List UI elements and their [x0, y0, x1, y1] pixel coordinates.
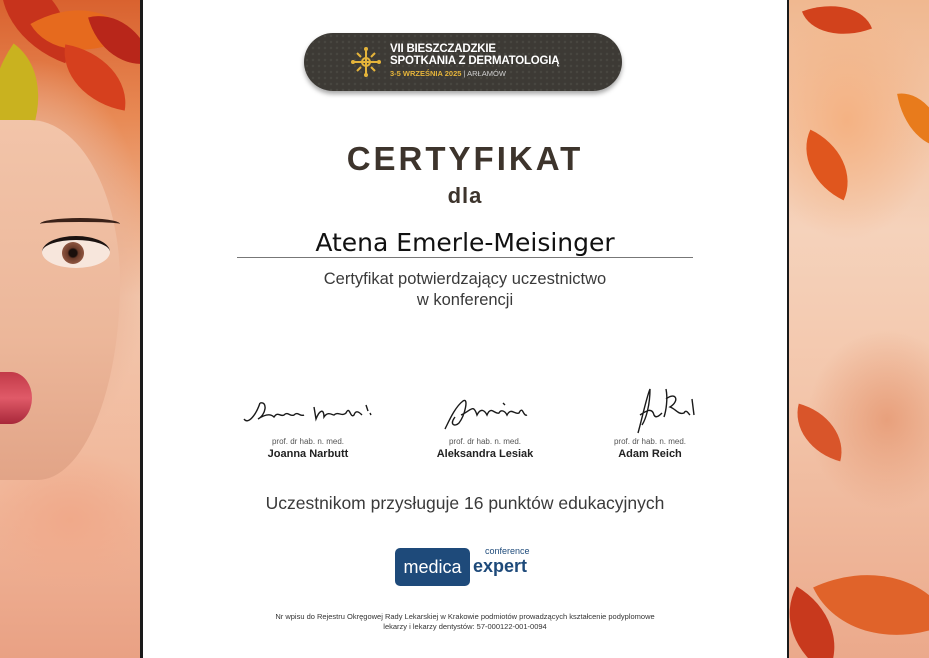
event-title-line1: VII BIESZCZADZKIE	[390, 43, 496, 55]
signatory-name: Joanna Narbutt	[267, 448, 349, 460]
event-dates: 3-5 WRZEŚNIA 2025	[390, 69, 462, 78]
signatory-name: Adam Reich	[618, 448, 682, 460]
name-underline	[237, 257, 693, 258]
event-place: ARŁAMÓW	[467, 69, 506, 78]
recipient-name: Atena Emerle-Meisinger	[315, 228, 615, 257]
signatory-role: prof. dr hab. n. med.	[448, 437, 522, 446]
logo-word-medica: medica	[395, 548, 470, 586]
for-label: dla	[447, 183, 483, 208]
leaf-decoration	[802, 0, 872, 49]
leaf-decoration	[789, 130, 865, 201]
snowflake-logo-icon	[350, 46, 382, 78]
certificate-subtitle	[143, 269, 787, 311]
footer-line1: Nr wpisu do Rejestru Okręgowej Rady Lekarskiej w Krakowie podmiotów prowadzących kształcenie podyplomowe	[275, 612, 655, 621]
leaf-decoration	[787, 404, 852, 462]
handwritten-signature	[580, 385, 720, 435]
signatory-role: prof. dr hab. n. med.	[613, 437, 687, 446]
subtitle-line1: Certyfikat potwierdzający uczestnictwo	[323, 270, 607, 288]
logo-word-expert: expert	[473, 556, 528, 576]
certificate-title: CERTYFIKAT	[346, 140, 584, 177]
signature-block	[570, 385, 730, 460]
medica-expert-logo	[395, 546, 545, 586]
registry-footer	[183, 612, 747, 632]
portrait-face	[0, 120, 120, 480]
handwritten-signature	[238, 385, 378, 435]
handwritten-signature	[415, 385, 555, 435]
event-banner	[304, 33, 622, 91]
left-artwork-panel	[0, 0, 140, 658]
portrait-brow	[40, 218, 120, 230]
education-points: Uczestnikom przysługuje 16 punktów edukacyjnych	[265, 493, 665, 513]
leaf-decoration	[897, 87, 929, 153]
signature-block	[228, 385, 388, 460]
signatory-name: Aleksandra Lesiak	[436, 448, 534, 460]
signatory-role: prof. dr hab. n. med.	[271, 437, 345, 446]
event-separator: |	[463, 69, 466, 78]
event-date-place	[390, 68, 559, 80]
signature-block	[405, 385, 565, 460]
portrait-eye	[42, 236, 110, 268]
subtitle-line2: w konferencji	[416, 291, 514, 309]
right-artwork-panel	[787, 0, 929, 658]
footer-line2: lekarzy i lekarzy dentystów: 57-000122-001-0094	[383, 622, 547, 631]
certificate	[143, 0, 787, 658]
event-title	[390, 43, 559, 80]
event-title-line2: SPOTKANIA Z DERMATOLOGIĄ	[390, 55, 560, 67]
logo-word-conference: conference	[485, 546, 530, 556]
